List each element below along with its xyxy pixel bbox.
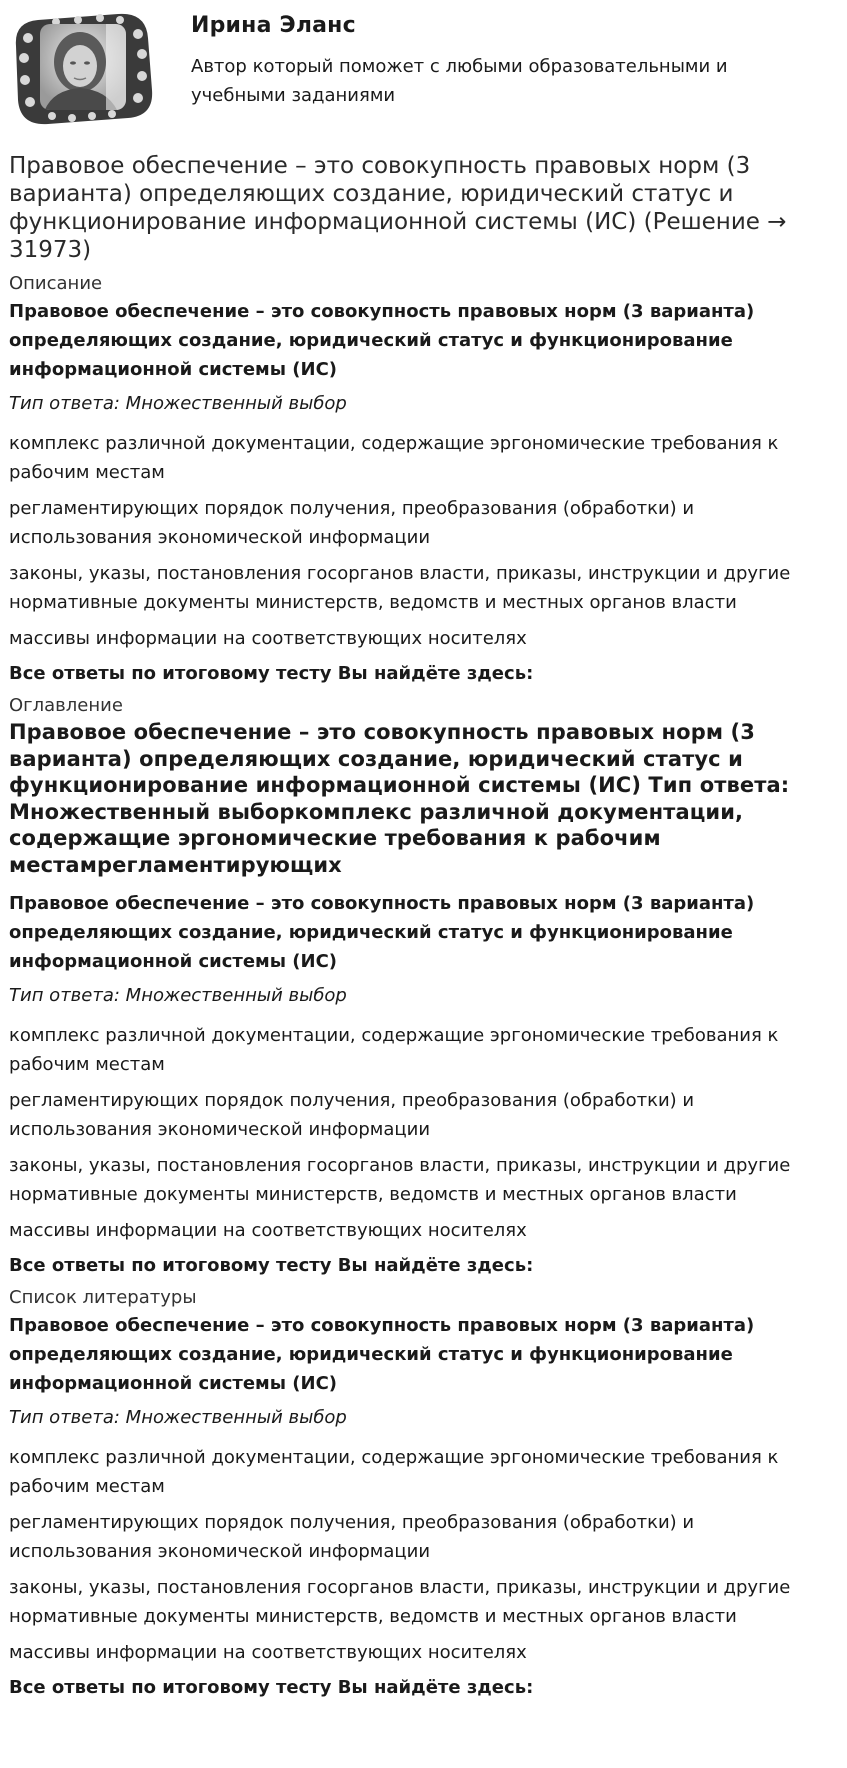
answer-option: регламентирующих порядок получения, преобразования (обработки) и использования экономической информации — [9, 1090, 695, 1140]
question-text: Правовое обеспечение – это совокупность правовых норм (3 варианта) определяющих создание, юридический статус и функционирование информационной системы (ИС) — [9, 893, 755, 972]
avatar[interactable] — [8, 8, 158, 128]
answer-option: комплекс различной документации, содержащие эргономические требования к рабочим местам — [9, 433, 779, 483]
answer-option: законы, указы, постановления госорганов власти, приказы, инструкции и другие нормативные документы министерств, ведомств и местных органов власти — [9, 1577, 791, 1627]
answer-type: Тип ответа: Множественный выбор — [9, 393, 347, 414]
answer-option: комплекс различной документации, содержащие эргономические требования к рабочим местам — [9, 1447, 779, 1497]
answer-option: законы, указы, постановления госорганов власти, приказы, инструкции и другие нормативные документы министерств, ведомств и местных органов власти — [9, 1155, 791, 1205]
author-card — [9, 0, 838, 140]
all-answers-link[interactable]: Все ответы по итоговому тесту Вы найдёте здесь: — [9, 1677, 534, 1698]
answer-option: регламентирующих порядок получения, преобразования (обработки) и использования экономической информации — [9, 498, 695, 548]
avatar-photo-film-frame-icon — [8, 8, 158, 128]
answer-option: массивы информации на соответствующих носителях — [9, 1642, 527, 1663]
answer-option: массивы информации на соответствующих носителях — [9, 628, 527, 649]
question-text: Правовое обеспечение – это совокупность правовых норм (3 варианта) определяющих создание, юридический статус и функционирование информационной системы (ИС) — [9, 301, 755, 380]
answer-option: законы, указы, постановления госорганов власти, приказы, инструкции и другие нормативные документы министерств, ведомств и местных органов власти — [9, 563, 791, 613]
author-info — [191, 8, 791, 110]
answer-option: регламентирующих порядок получения, преобразования (обработки) и использования экономической информации — [9, 1512, 695, 1562]
toc-section — [9, 694, 838, 1278]
author-name[interactable]: Ирина Эланс — [191, 13, 356, 38]
answer-type: Тип ответа: Множественный выбор — [9, 985, 347, 1006]
literature-section — [9, 1286, 838, 1700]
all-answers-link[interactable]: Все ответы по итоговому тесту Вы найдёте здесь: — [9, 1255, 534, 1276]
section-label-toc: Оглавление — [9, 695, 123, 716]
section-label-description: Описание — [9, 273, 103, 294]
toc-heading: Правовое обеспечение – это совокупность правовых норм (3 варианта) определяющих создание, юридический статус и функционирование информационной системы (ИС) Тип ответа: Множественный выборкомплекс различной документации, содержащие эргономические требования к рабочим местамрегламентирующих — [9, 720, 790, 877]
description-section — [9, 272, 838, 686]
all-answers-link[interactable]: Все ответы по итоговому тесту Вы найдёте здесь: — [9, 663, 534, 684]
answer-type: Тип ответа: Множественный выбор — [9, 1407, 347, 1428]
page-title: Правовое обеспечение – это совокупность правовых норм (3 варианта) определяющих создание, юридический статус и функционирование информационной системы (ИС) (Решение → 31973) — [9, 153, 787, 263]
answer-option: массивы информации на соответствующих носителях — [9, 1220, 527, 1241]
author-description: Автор который поможет с любыми образовательными и учебными заданиями — [191, 56, 728, 106]
section-label-literature: Список литературы — [9, 1287, 197, 1308]
answer-option: комплекс различной документации, содержащие эргономические требования к рабочим местам — [9, 1025, 779, 1075]
question-text: Правовое обеспечение – это совокупность правовых норм (3 варианта) определяющих создание, юридический статус и функционирование информационной системы (ИС) — [9, 1315, 755, 1394]
